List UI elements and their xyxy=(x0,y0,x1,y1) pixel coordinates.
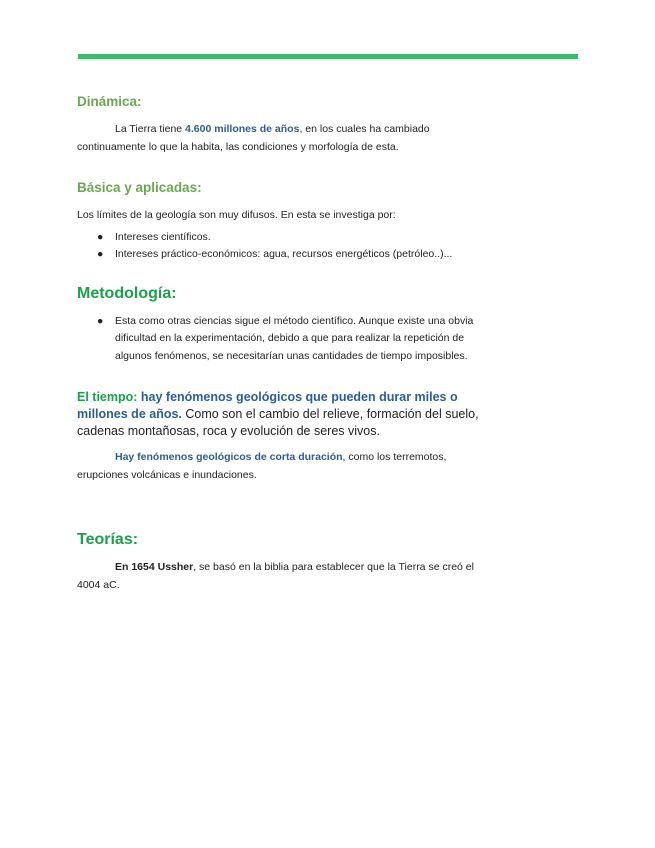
teorias-highlight: En 1654 Ussher xyxy=(115,561,194,573)
paragraph-tiempo-lead xyxy=(77,389,497,440)
paragraph-teorias xyxy=(77,559,497,594)
heading-basica-aplicadas: Básica y aplicadas: xyxy=(77,180,202,195)
tiempo-corta-highlight: Hay fenómenos geológicos de corta duración xyxy=(115,451,343,463)
bullet-icon: ● xyxy=(97,314,104,327)
dinamica-highlight: 4.600 millones de años xyxy=(185,123,300,135)
heading-tiempo: El tiempo: xyxy=(77,390,138,404)
list-item xyxy=(77,229,497,247)
list-item xyxy=(77,246,497,264)
tiempo-highlight: hay fenómenos geológicos que pueden durar miles o millones de años. xyxy=(77,390,458,421)
list-metodologia xyxy=(77,313,497,366)
heading-metodologia: Metodología: xyxy=(77,284,177,302)
list-item-text: Intereses práctico-económicos: agua, recursos energéticos (petróleo..)... xyxy=(115,248,453,260)
teorias-text: , se basó en la biblia para establecer que la Tierra se creó el 4004 aC. xyxy=(77,561,474,591)
list-item-text: Esta como otras ciencias sigue el método científico. Aunque existe una obvia dificultad en la experimentación, debido a que para realizar la repetición de algunos fenómenos, se necesitarían unas cantidades de tiempo imposibles. xyxy=(115,314,474,362)
document-body xyxy=(77,94,497,594)
top-divider-rule xyxy=(78,54,578,59)
list-item-text: Intereses científicos. xyxy=(115,230,211,243)
paragraph-basica-intro: Los límites de la geología son muy difusos. En esta se investiga por: xyxy=(77,209,396,221)
tiempo-text: Como son el cambio del relieve, formación del suelo, cadenas montañosas, roca y evolución de seres vivos. xyxy=(77,407,479,438)
heading-dinamica: Dinámica: xyxy=(77,94,142,109)
paragraph-dinamica xyxy=(77,121,497,156)
bullet-icon: ● xyxy=(97,248,104,260)
tiempo-corta-text: , como los terremotos, erupciones volcánicas e inundaciones. xyxy=(77,451,447,481)
list-basica xyxy=(77,229,497,264)
dinamica-text-1: La Tierra tiene xyxy=(115,123,186,135)
list-item xyxy=(77,313,497,366)
dinamica-text-2: , en los cuales ha cambiado continuamente lo que la habita, las condiciones y morfología de esta. xyxy=(77,123,430,153)
heading-teorias: Teorías: xyxy=(77,531,139,548)
bullet-icon: ● xyxy=(97,230,104,243)
paragraph-tiempo-corta xyxy=(77,449,497,484)
